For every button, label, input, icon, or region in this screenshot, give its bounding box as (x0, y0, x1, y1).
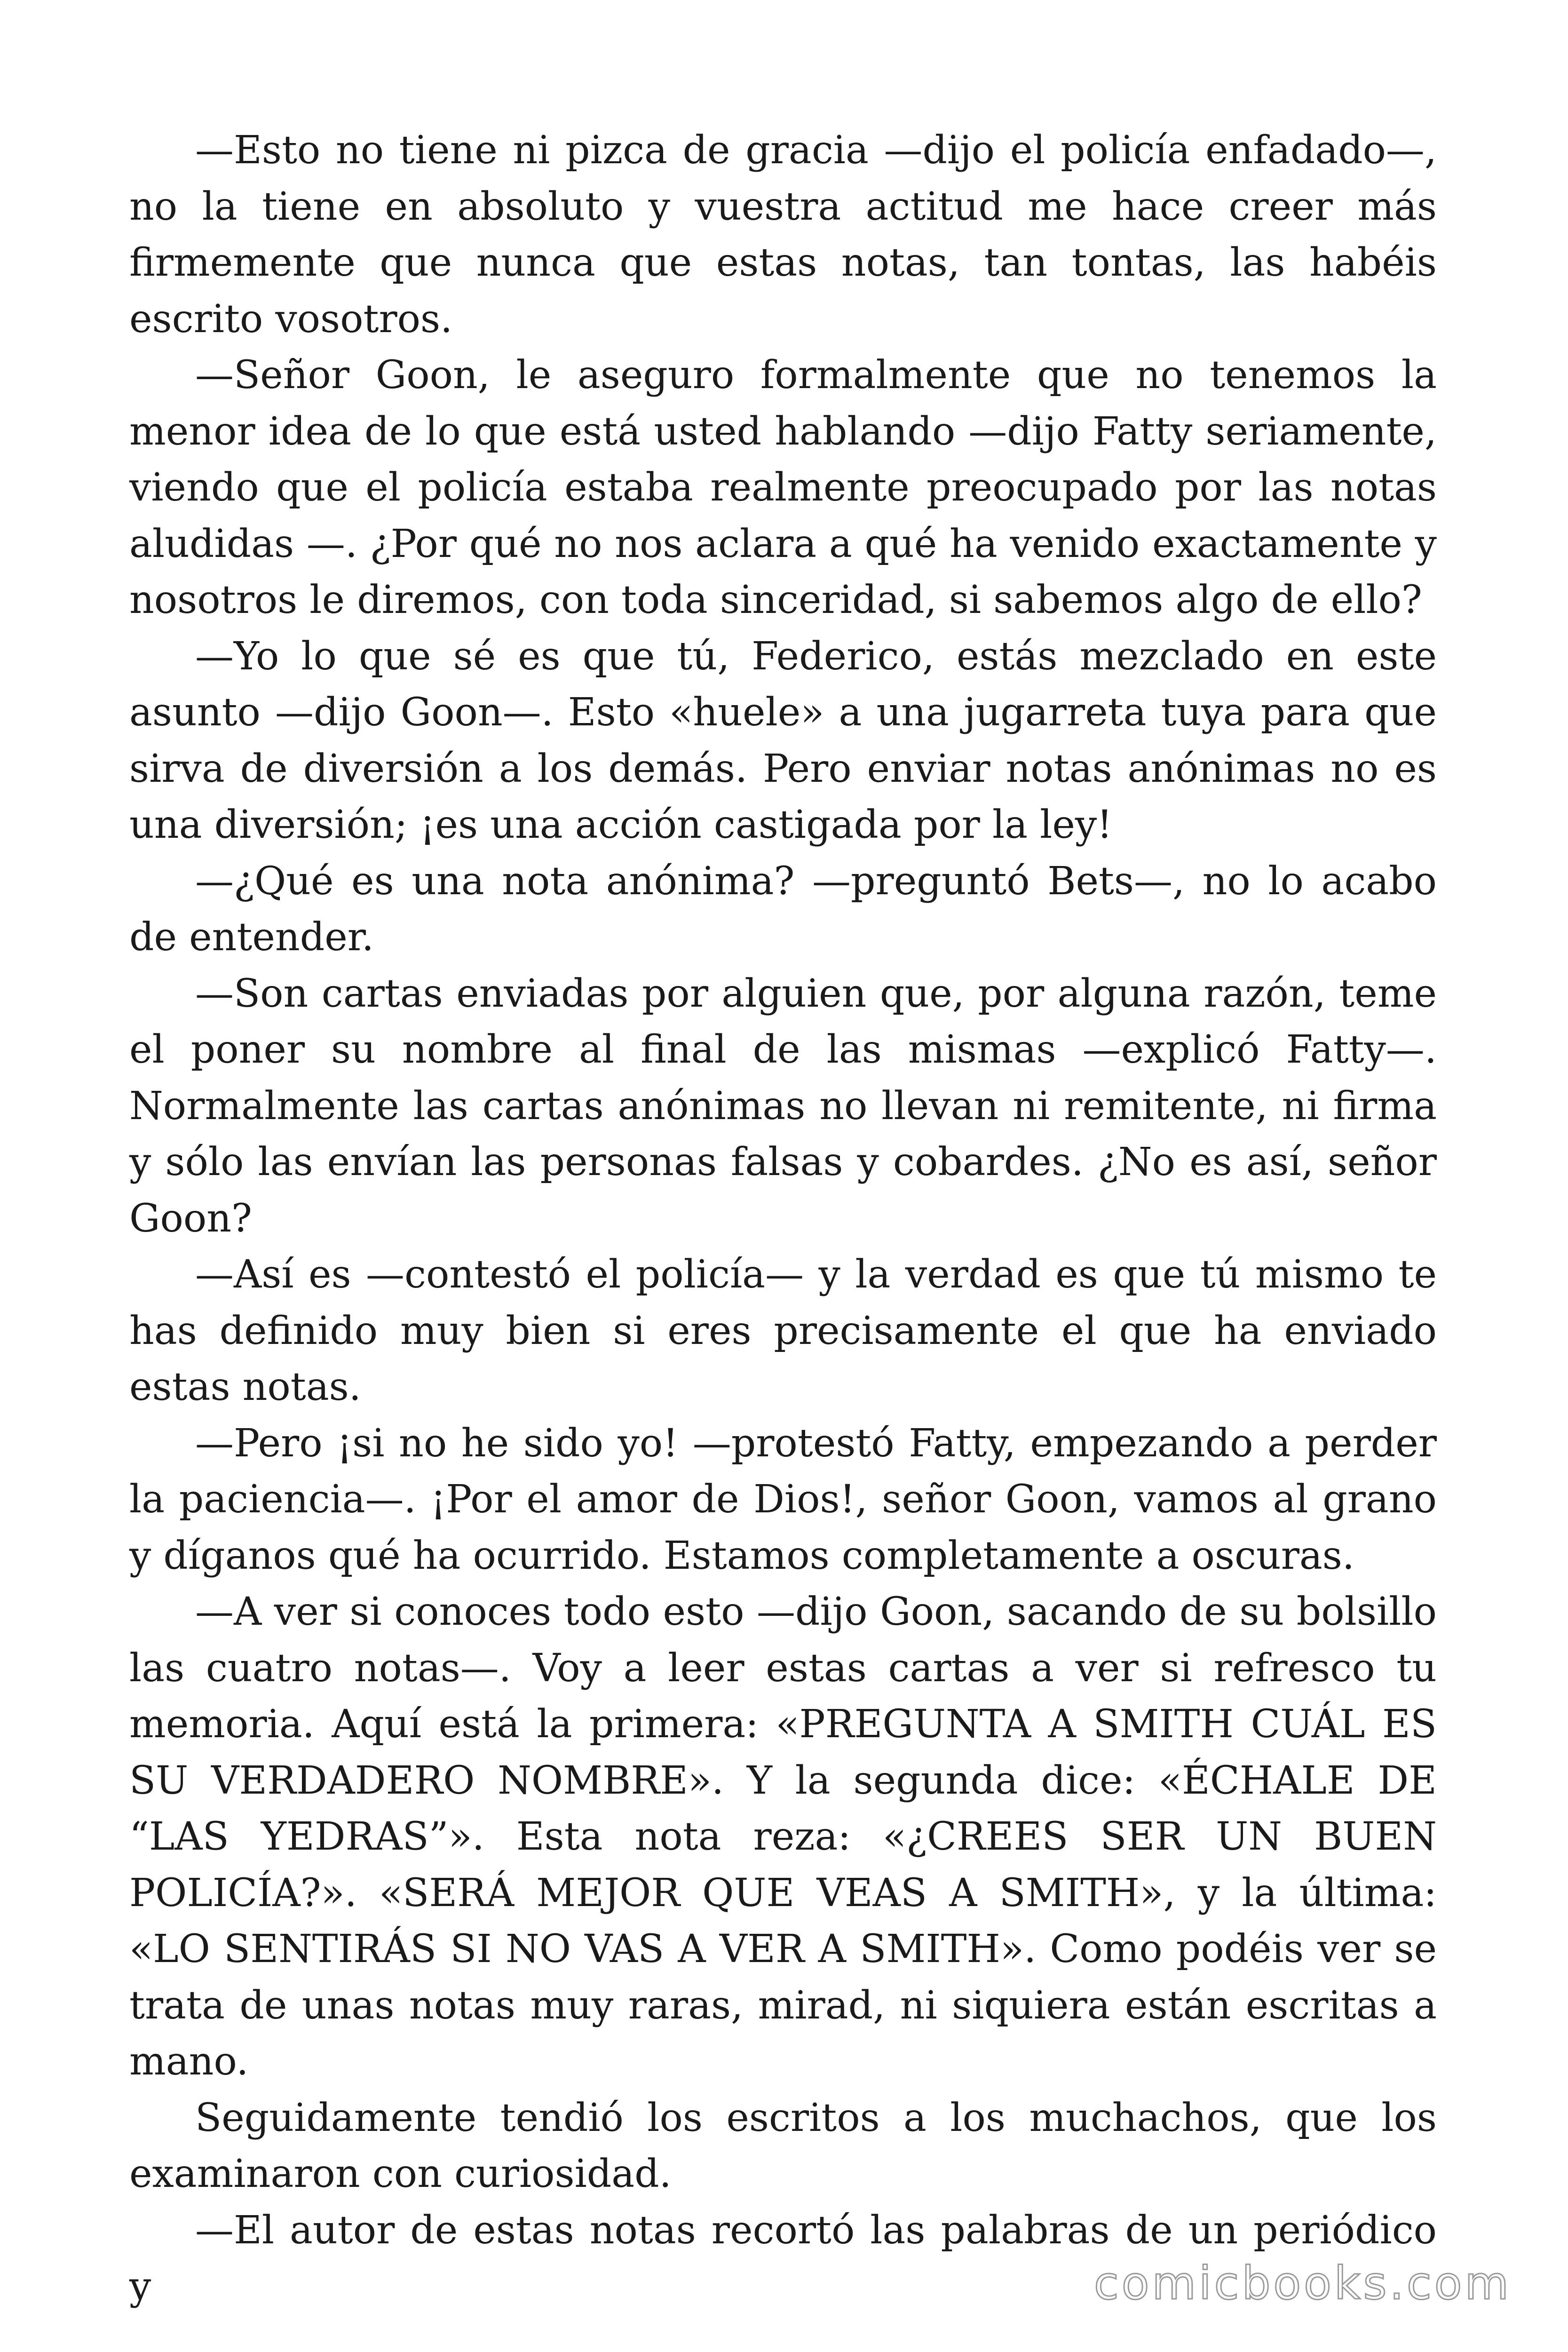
paragraph: —Así es —contestó el policía— y la verdad es que tú mismo te has definido muy bien si eres precisamente el que ha enviado estas notas. (129, 1252, 1437, 1409)
paragraph: Seguidamente tendió los escritos a los muchachos, que los examinaron con curiosidad. (129, 2095, 1437, 2196)
paragraph: —Pero ¡si no he sido yo! —protestó Fatty, empezando a perder la paciencia—. ¡Por el amor de Dios!, señor Goon, vamos al grano y díganos qué ha ocurrido. Estamos completamente a oscuras. (129, 1421, 1437, 1578)
paragraph: —¿Qué es una nota anónima? —preguntó Bets—, no lo acabo de entender. (129, 858, 1437, 960)
paragraph: —Son cartas enviadas por alguien que, por alguna razón, teme el poner su nombre al final de las mismas —explicó Fatty—. Normalmente las cartas anónimas no llevan ni remitente, ni firma y sólo las envían las personas falsas y cobardes. ¿No es así, señor Goon? (129, 971, 1437, 1241)
page-body-text (129, 122, 1437, 2315)
paragraph: —A ver si conoces todo esto —dijo Goon, sacando de su bolsillo las cuatro notas—. Voy a leer estas cartas a ver si refresco tu memoria. Aquí está la primera: «PREGUNTA A SMITH CUÁL ES SU VERDADERO NOMBRE». Y la segunda dice: «ÉCHALE DE “LAS YEDRAS”». Esta nota reza: «¿CREES SER UN BUEN POLICÍA?». «SERÁ MEJOR QUE VEAS A SMITH», y la última: «LO SENTIRÁS SI NO VAS A VER A SMITH». Como podéis ver se trata de unas notas muy raras, mirad, ni siquiera están escritas a mano. (129, 1589, 1437, 2084)
watermark: comicbooks.com (1093, 2257, 1512, 2310)
paragraph: —Esto no tiene ni pizca de gracia —dijo el policía enfadado—, no la tiene en absoluto y vuestra actitud me hace creer más firmemente que nunca que estas notas, tan tontas, las habéis escrito vosotros. (129, 128, 1437, 342)
paragraph: —El autor de estas notas recortó las palabras de un periódico y (129, 2208, 1437, 2309)
paragraph: —Señor Goon, le aseguro formalmente que no tenemos la menor idea de lo que está usted hablando —dijo Fatty seriamente, viendo que el policía estaba realmente preocupado por las notas aludidas —. ¿Por qué no nos aclara a qué ha venido exactamente y nosotros le diremos, con toda sinceridad, si sabemos algo de ello? (129, 353, 1437, 622)
paragraph: —Yo lo que sé es que tú, Federico, estás mezclado en este asunto —dijo Goon—. Esto «huele» a una jugarreta tuya para que sirva de diversión a los demás. Pero enviar notas anónimas no es una diversión; ¡es una acción castigada por la ley! (129, 634, 1437, 847)
